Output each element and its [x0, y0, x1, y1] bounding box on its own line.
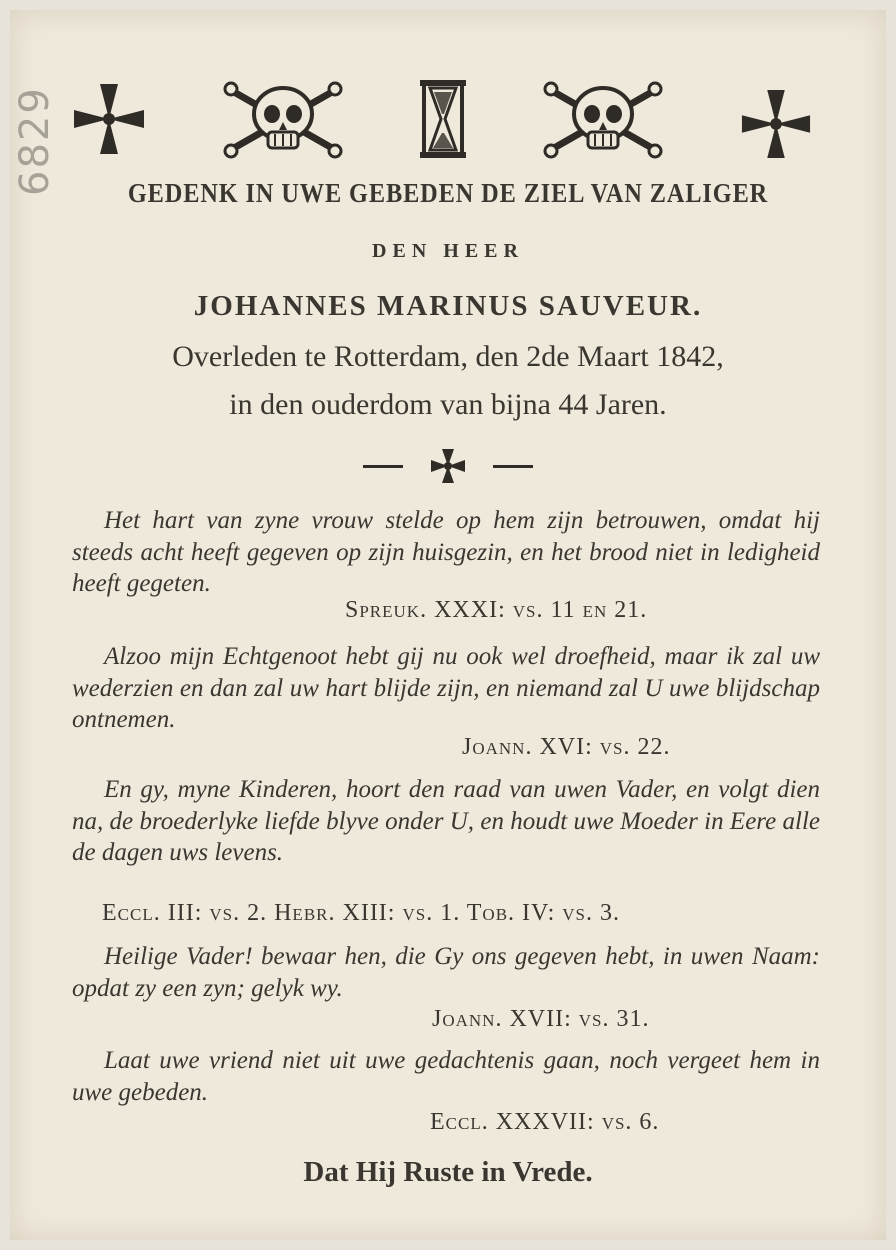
skull-crossbones-icon — [542, 80, 664, 160]
accession-number: 6829 — [12, 86, 58, 196]
verse-text: En gy, myne Kinderen, hoort den raad van uwen Vader, en volgt dien na, de broederlyke liefde blyve onder U, en houdt uwe Moeder in Eere alle de dagen uws levens. — [72, 776, 820, 866]
verse-reference: Spreuk. XXXI: vs. 11 en 21. — [345, 597, 648, 623]
section-divider — [0, 448, 896, 484]
prayer-request-heading: GEDENK IN UWE GEBEDEN DE ZIEL VAN ZALIGER — [127, 178, 769, 208]
hourglass-icon — [418, 78, 468, 160]
verse-text: Het hart van zyne vrouw stelde op hem zijn betrouwen, omdat hij steeds acht heeft gegeven op zijn huisgezin, en het brood niet in ledigheid heeft gegeten. — [72, 507, 820, 597]
verse-reference: Joann. XVII: vs. 31. — [432, 1006, 650, 1032]
verse-reference: Eccl. III: vs. 2. Hebr. XIII: vs. 1. Tob. IV: vs. 3. — [102, 900, 620, 926]
cross-icon — [740, 88, 812, 160]
skull-crossbones-icon — [222, 80, 344, 160]
title-honorific: DEN HEER — [372, 240, 524, 262]
ornament-row — [0, 70, 896, 170]
divider-cross-icon — [363, 448, 533, 484]
verse-reference: Eccl. XXXVII: vs. 6. — [430, 1109, 660, 1135]
deceased-name: JOHANNES MARINUS SAUVEUR. — [193, 290, 703, 322]
closing-prayer: Dat Hij Ruste in Vrede. — [303, 1156, 593, 1188]
verse-text: Laat uwe vriend niet uit uwe gedachtenis gaan, noch vergeet hem in uwe gebeden. — [72, 1047, 820, 1106]
death-details: Overleden te Rotterdam, den 2de Maart 1842, — [172, 340, 724, 373]
verse-text: Alzoo mijn Echtgenoot hebt gij nu ook wel droefheid, maar ik zal uw wederzien en dan zal uw hart blijde zijn, en niemand zal U uwe blijdschap ontnemen. — [72, 643, 820, 733]
age-details: in den ouderdom van bijna 44 Jaren. — [229, 388, 667, 421]
cross-icon — [72, 82, 146, 156]
verse-text: Heilige Vader! bewaar hen, die Gy ons gegeven hebt, in uwen Naam: opdat zy een zyn; gelyk wy. — [72, 943, 820, 1002]
verse-reference: Joann. XVI: vs. 22. — [462, 734, 671, 760]
